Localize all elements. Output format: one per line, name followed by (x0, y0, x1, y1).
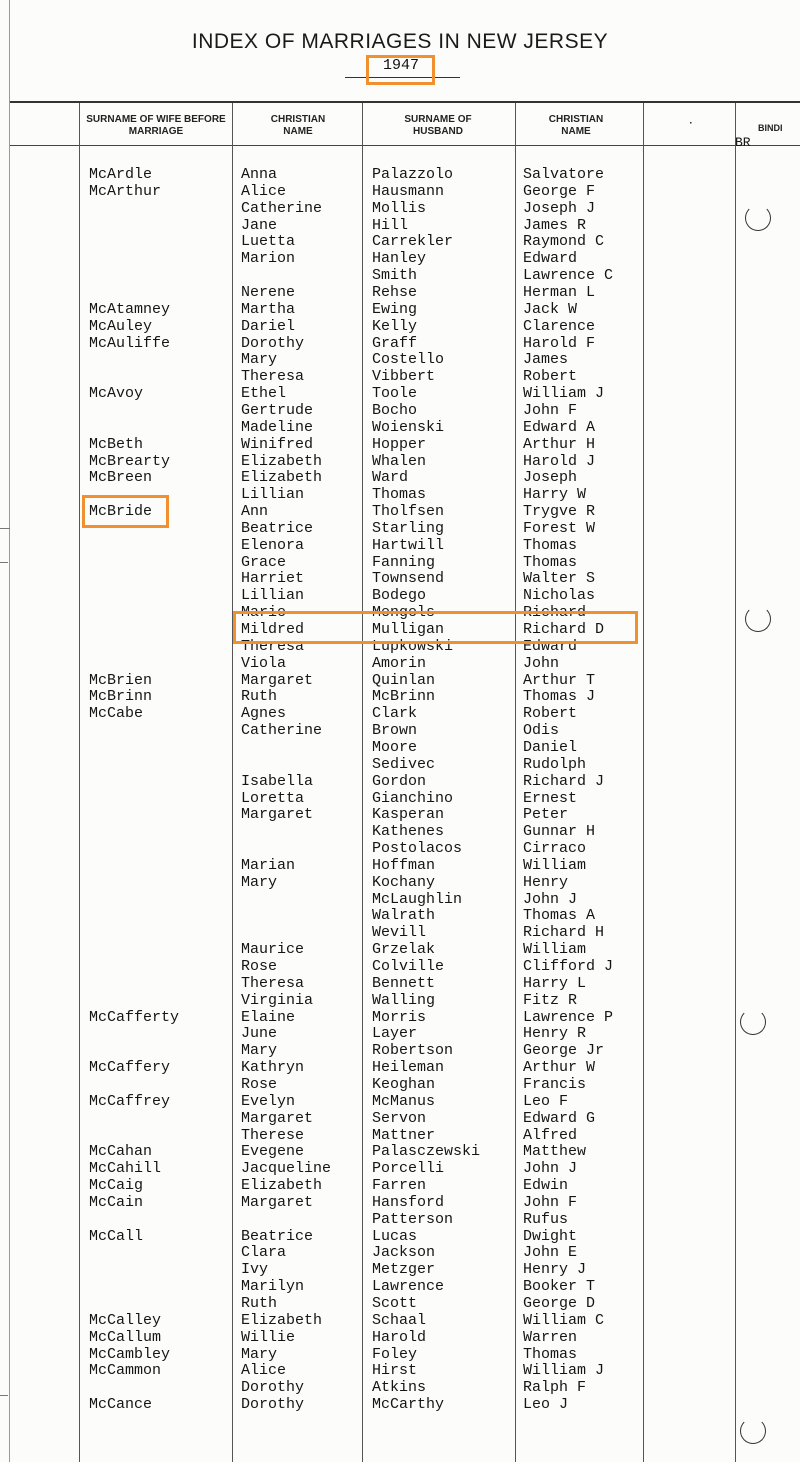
wife-surname-cell: McBreen (89, 469, 153, 487)
husband-christian-cell: Francis (523, 1075, 587, 1093)
husband-surname-cell: Lawrence (372, 1278, 445, 1296)
wife-surname-cell: McCallum (89, 1328, 162, 1346)
husband-surname-cell: Heileman (372, 1059, 445, 1077)
page-title: INDEX OF MARRIAGES IN NEW JERSEY (191, 30, 609, 53)
wife-christian-cell: Margaret (241, 1109, 314, 1127)
husband-christian-cell: John J (523, 890, 578, 908)
wife-surname-cell: McCahan (89, 1143, 153, 1161)
header-bottom-rule (10, 145, 800, 146)
wife-christian-cell: Therese (241, 1126, 305, 1144)
husband-christian-cell: William (523, 941, 587, 959)
husband-christian-cell: William J (523, 1362, 605, 1380)
husband-surname-cell: Wevill (372, 924, 427, 942)
husband-christian-cell: Harold J (523, 452, 596, 470)
wife-christian-cell: Viola (241, 654, 287, 672)
wife-christian-cell: Ethel (241, 385, 287, 403)
wife-christian-cell: Marian (241, 856, 296, 874)
wife-christian-cell: Marie (241, 604, 287, 622)
husband-christian-cell: Arthur T (523, 671, 596, 689)
wife-christian-cell: Mary (241, 351, 278, 369)
husband-surname-cell: Sedivec (372, 755, 436, 773)
column-divider-1 (232, 103, 233, 1462)
husband-surname-cell: Whalen (372, 452, 427, 470)
wife-surname-cell: McBrearty (89, 452, 171, 470)
husband-christian-cell: Arthur W (523, 1059, 596, 1077)
wife-christian-cell: Mary (241, 1042, 278, 1060)
wife-surname-cell: McBrinn (89, 688, 153, 706)
wife-christian-cell: Mary (241, 1345, 278, 1363)
wife-christian-cell: Lillian (241, 587, 305, 605)
wife-christian-cell: Harriet (241, 570, 305, 588)
husband-christian-cell: Salvatore (523, 166, 605, 183)
husband-surname-cell: Kochany (372, 873, 436, 891)
husband-surname-cell: Morris (372, 1008, 427, 1026)
wife-christian-cell: Loretta (241, 789, 305, 807)
husband-christian-cell: Leo J (523, 1396, 569, 1414)
wife-christian-cell: Gertrude (241, 401, 314, 419)
wife-christian-cell: Marilyn (241, 1278, 305, 1296)
year-highlight-box (366, 55, 435, 85)
wife-christian-cell: Theresa (241, 637, 305, 655)
husband-surname-cell: Mollis (372, 199, 427, 217)
husband-surname-cell: Servon (372, 1109, 427, 1127)
husband-christian-cell: Rudolph (523, 755, 587, 773)
wife-surname-cell: McBride (89, 503, 153, 520)
husband-surname-cell: Starling (372, 519, 445, 537)
husband-surname-cell: Patterson (372, 1210, 454, 1228)
husband-christian-cell: Thomas A (523, 907, 596, 925)
husband-surname-cell: Layer (372, 1025, 418, 1043)
column-divider-5 (735, 103, 736, 1462)
binder-ring-3 (740, 1009, 766, 1035)
husband-christian-cell: Robert (523, 705, 578, 723)
husband-christian-cell: Nicholas (523, 587, 596, 605)
year-label: 1947 (382, 57, 419, 74)
husband-surname-cell: Toole (372, 385, 418, 403)
husband-surname-cell: Walling (372, 991, 436, 1009)
husband-christian-cell: William (523, 856, 587, 874)
wife-christian-cell: Mary (241, 873, 278, 891)
husband-surname-cell: Rehse (372, 284, 418, 301)
wife-christian-cell: Margaret (241, 806, 314, 824)
husband-surname-cell: Metzger (372, 1261, 436, 1279)
husband-surname-cell: Thomas (372, 486, 427, 504)
wife-christian-cell: Evelyn (241, 1092, 296, 1110)
husband-surname-cell: Kathenes (372, 823, 445, 841)
wife-christian-cell: Elizabeth (241, 1311, 323, 1329)
husband-christian-cell: John E (523, 1244, 578, 1262)
husband-christian-cell: John F (523, 401, 578, 419)
wife-christian-cell: Ivy (241, 1261, 269, 1279)
wife-surname-cell: McCalley (89, 1311, 162, 1329)
wife-christian-cell: Catherine (241, 199, 323, 217)
husband-surname-cell: Farren (372, 1177, 427, 1194)
husband-christian-cell: Alfred (523, 1126, 578, 1144)
wife-surname-cell: McCahill (89, 1160, 162, 1178)
column-divider-4 (643, 103, 644, 1462)
wife-surname-cell: McCafferty (89, 1008, 180, 1026)
wife-christian-cell: Evegene (241, 1143, 305, 1161)
husband-christian-cell: Edward (523, 637, 578, 655)
husband-surname-cell: Bocho (372, 401, 418, 419)
wife-surname-cell: McCaffrey (89, 1092, 171, 1110)
husband-christian-cell: Walter S (523, 570, 596, 588)
husband-surname-cell: Colville (372, 958, 445, 975)
wife-christian-cell: Marion (241, 250, 296, 268)
husband-surname-cell: Fanning (372, 553, 436, 571)
husband-surname-cell: Grzelak (372, 941, 436, 959)
husband-surname-cell: Hill (372, 216, 409, 234)
husband-surname-cell: Hanley (372, 250, 427, 268)
husband-christian-cell: Clifford J (523, 958, 614, 975)
wife-christian-cell: Kathryn (241, 1059, 305, 1077)
husband-surname-cell: Hoffman (372, 856, 436, 874)
husband-christian-cell: John (523, 654, 560, 672)
husband-surname-cell: Bennett (372, 974, 436, 992)
husband-surname-cell: Schaal (372, 1311, 427, 1329)
wife-christian-cell: Rose (241, 1075, 278, 1093)
husband-christian-cell: Henry R (523, 1025, 587, 1043)
husband-surname-cell: McManus (372, 1092, 436, 1110)
husband-christian-cell: Daniel (523, 738, 578, 756)
husband-surname-cell: Palazzolo (372, 166, 454, 183)
wife-christian-cell: Alice (241, 1362, 287, 1380)
husband-surname-cell: Mengels (372, 604, 436, 622)
husband-surname-cell: Mattner (372, 1126, 436, 1144)
wife-christian-cell: Margaret (241, 1193, 314, 1211)
wife-christian-cell: Jacqueline (241, 1160, 332, 1178)
husband-surname-cell: Smith (372, 267, 418, 285)
husband-christian-cell: Richard (523, 604, 587, 622)
husband-christian-cell: George D (523, 1295, 596, 1312)
husband-surname-cell: Hansford (372, 1193, 445, 1211)
husband-surname-cell: Hopper (372, 435, 427, 453)
husband-christian-cell: Ernest (523, 789, 578, 807)
wife-surname-cell: McCaig (89, 1177, 144, 1194)
mildred-mulligan-highlight-box (233, 611, 638, 644)
wife-christian-cell: Luetta (241, 233, 296, 251)
wife-surname-cell: McAuliffe (89, 334, 171, 352)
husband-surname-cell: Kasperan (372, 806, 445, 824)
husband-surname-cell: McLaughlin (372, 890, 463, 908)
column-divider-3 (515, 103, 516, 1462)
margin-mark-2 (0, 562, 8, 563)
wife-surname-cell: McAuley (89, 317, 153, 335)
binder-ring-4 (740, 1418, 766, 1444)
wife-surname-cell: McCall (89, 1227, 144, 1245)
husband-christian-cell: Edward (523, 250, 578, 268)
husband-christian-cell: John J (523, 1160, 578, 1178)
husband-christian-cell: Peter (523, 806, 569, 824)
husband-surname-cell: Atkins (372, 1379, 427, 1397)
wife-surname-cell: McAvoy (89, 385, 144, 403)
husband-christian-cell: Arthur H (523, 435, 596, 453)
wife-christian-cell: June (241, 1025, 278, 1043)
husband-christian-cell: Jack W (523, 300, 578, 318)
husband-surname-cell: Amorin (372, 654, 427, 672)
husband-christian-cell: Robert (523, 368, 578, 386)
wife-christian-cell: Beatrice (241, 519, 314, 537)
husband-surname-cell: Postolacos (372, 840, 463, 857)
header-husband-christian: CHRISTIAN NAME (548, 114, 604, 137)
wife-christian-cell: Dariel (241, 317, 296, 335)
wife-christian-cell: Clara (241, 1244, 287, 1262)
husband-surname-cell: Moore (372, 738, 418, 756)
husband-christian-cell: Odis (523, 722, 560, 740)
husband-christian-cell: Cirraco (523, 840, 587, 857)
margin-mark-1 (0, 528, 10, 529)
husband-surname-cell: Brown (372, 722, 418, 740)
column-divider-left (79, 103, 80, 1462)
husband-surname-cell: Kelly (372, 317, 418, 335)
husband-christian-cell: Henry (523, 873, 569, 891)
wife-christian-cell: Winifred (241, 435, 314, 453)
husband-surname-cell: Foley (372, 1345, 418, 1363)
husband-christian-cell: Dwight (523, 1227, 578, 1245)
husband-christian-cell: Henry J (523, 1261, 587, 1279)
husband-surname-cell: Carrekler (372, 233, 454, 251)
husband-surname-cell: Palasczewski (372, 1143, 481, 1161)
margin-mark-3 (0, 1395, 8, 1396)
husband-surname-cell: McCarthy (372, 1396, 445, 1414)
husband-christian-cell: Gunnar H (523, 823, 596, 841)
husband-surname-cell: Harold (372, 1328, 427, 1346)
husband-christian-cell: Thomas (523, 1345, 578, 1363)
wife-christian-cell: Elenora (241, 536, 305, 554)
wife-christian-cell: Madeline (241, 418, 314, 436)
wife-christian-cell: Ruth (241, 688, 278, 706)
wife-surname-cell: McCain (89, 1193, 144, 1211)
header-top-rule (10, 101, 800, 103)
wife-christian-cell: Lillian (241, 486, 305, 504)
wife-christian-cell: Ruth (241, 1295, 278, 1312)
mcbride-highlight-box (82, 495, 169, 528)
wife-christian-cell: Nerene (241, 284, 296, 301)
husband-christian-cell: Fitz R (523, 991, 578, 1009)
husband-christian-cell: John F (523, 1193, 578, 1211)
wife-christian-cell: Martha (241, 300, 296, 318)
husband-christian-cell: Ralph F (523, 1379, 587, 1397)
wife-surname-cell: McCambley (89, 1345, 171, 1363)
husband-surname-cell: Robertson (372, 1042, 454, 1060)
husband-christian-cell: Booker T (523, 1278, 596, 1296)
husband-christian-cell: Edward A (523, 418, 596, 436)
wife-christian-cell: Margaret (241, 671, 314, 689)
wife-surname-cell: McCabe (89, 705, 144, 723)
wife-christian-cell: Alice (241, 182, 287, 200)
husband-christian-cell: Richard D (523, 621, 605, 638)
wife-christian-cell: Elizabeth (241, 452, 323, 470)
husband-surname-cell: Hausmann (372, 182, 445, 200)
wife-christian-cell: Catherine (241, 722, 323, 740)
husband-surname-cell: Woienski (372, 418, 445, 436)
husband-christian-cell: Lawrence P (523, 1008, 614, 1026)
husband-christian-cell: George F (523, 182, 596, 200)
husband-surname-cell: Gordon (372, 772, 427, 790)
husband-surname-cell: Quinlan (372, 671, 436, 689)
husband-christian-cell: Richard H (523, 924, 605, 942)
husband-surname-cell: Lucas (372, 1227, 418, 1245)
husband-surname-cell: Clark (372, 705, 418, 723)
husband-christian-cell: Joseph J (523, 199, 596, 217)
husband-christian-cell: Rufus (523, 1210, 569, 1228)
wife-christian-cell: Dorothy (241, 1379, 305, 1397)
husband-surname-cell: Jackson (372, 1244, 436, 1262)
header-binding-partial: BINDI (758, 123, 783, 133)
husband-christian-cell: Richard J (523, 772, 605, 790)
husband-christian-cell: Harry L (523, 974, 587, 992)
wife-christian-cell: Dorothy (241, 1396, 305, 1414)
wife-christian-cell: Grace (241, 553, 287, 571)
husband-christian-cell: George Jr (523, 1042, 605, 1060)
wife-surname-cell: McArthur (89, 182, 162, 200)
husband-christian-cell: Lawrence C (523, 267, 614, 285)
wife-surname-cell: McBrien (89, 671, 153, 689)
binder-ring-2 (745, 606, 771, 632)
husband-christian-cell: Trygve R (523, 503, 596, 520)
husband-surname-cell: Keoghan (372, 1075, 436, 1093)
husband-christian-cell: Thomas (523, 553, 578, 571)
wife-christian-cell: Elizabeth (241, 469, 323, 487)
header-dot: · (689, 118, 693, 129)
page-left-edge (9, 0, 10, 1462)
husband-surname-cell: Vibbert (372, 368, 436, 386)
wife-christian-cell: Elizabeth (241, 1177, 323, 1194)
wife-christian-cell: Isabella (241, 772, 314, 790)
wife-christian-cell: Mildred (241, 621, 305, 638)
wife-christian-cell: Theresa (241, 974, 305, 992)
husband-surname-cell: Gianchino (372, 789, 454, 807)
wife-christian-cell: Elaine (241, 1008, 296, 1026)
br-mark: BR (735, 135, 751, 150)
husband-christian-cell: Forest W (523, 519, 596, 537)
header-wife-christian: CHRISTIAN NAME (270, 114, 326, 137)
wife-christian-cell: Beatrice (241, 1227, 314, 1245)
husband-surname-cell: Hirst (372, 1362, 418, 1380)
husband-surname-cell: Walrath (372, 907, 436, 925)
husband-surname-cell: Mulligan (372, 621, 445, 638)
wife-christian-cell: Rose (241, 958, 278, 975)
wife-christian-cell: Jane (241, 216, 278, 234)
husband-christian-cell: Thomas J (523, 688, 596, 706)
husband-surname-cell: Ewing (372, 300, 418, 318)
husband-surname-cell: Bodego (372, 587, 427, 605)
husband-christian-cell: Edwin (523, 1177, 569, 1194)
wife-christian-cell: Maurice (241, 941, 305, 959)
wife-christian-cell: Dorothy (241, 334, 305, 352)
husband-christian-cell: William C (523, 1311, 605, 1329)
wife-christian-cell: Agnes (241, 705, 287, 723)
husband-christian-cell: Herman L (523, 284, 596, 301)
husband-christian-cell: Edward G (523, 1109, 596, 1127)
husband-surname-cell: Townsend (372, 570, 445, 588)
header-husband-surname: SURNAME OF HUSBAND (404, 114, 472, 137)
husband-surname-cell: Porcelli (372, 1160, 445, 1178)
wife-surname-cell: McCance (89, 1396, 153, 1414)
husband-christian-cell: Raymond C (523, 233, 605, 251)
husband-surname-cell: Scott (372, 1295, 418, 1312)
husband-christian-cell: Warren (523, 1328, 578, 1346)
husband-surname-cell: McBrinn (372, 688, 436, 706)
wife-surname-cell: McBeth (89, 435, 144, 453)
wife-surname-cell: McArdle (89, 166, 153, 183)
husband-surname-cell: Lupkowski (372, 637, 454, 655)
husband-surname-cell: Graff (372, 334, 418, 352)
husband-christian-cell: Harold F (523, 334, 596, 352)
husband-surname-cell: Costello (372, 351, 445, 369)
header-wife-surname: SURNAME OF WIFE BEFORE MARRIAGE (86, 114, 226, 137)
husband-christian-cell: Thomas (523, 536, 578, 554)
wife-surname-cell: McAtamney (89, 300, 171, 318)
husband-surname-cell: Hartwill (372, 536, 445, 554)
husband-christian-cell: James R (523, 216, 587, 234)
husband-christian-cell: Harry W (523, 486, 587, 504)
husband-surname-cell: Ward (372, 469, 409, 487)
wife-christian-cell: Willie (241, 1328, 296, 1346)
wife-christian-cell: Anna (241, 166, 278, 183)
wife-surname-cell: McCaffery (89, 1059, 171, 1077)
wife-christian-cell: Ann (241, 503, 269, 520)
wife-christian-cell: Virginia (241, 991, 314, 1009)
husband-christian-cell: William J (523, 385, 605, 403)
husband-christian-cell: Joseph (523, 469, 578, 487)
wife-christian-cell: Theresa (241, 368, 305, 386)
husband-christian-cell: Leo F (523, 1092, 569, 1110)
husband-christian-cell: Clarence (523, 317, 596, 335)
husband-christian-cell: James (523, 351, 569, 369)
wife-surname-cell: McCammon (89, 1362, 162, 1380)
husband-christian-cell: Matthew (523, 1143, 587, 1161)
column-divider-2 (362, 103, 363, 1462)
husband-surname-cell: Tholfsen (372, 503, 445, 520)
binder-ring-1 (745, 205, 771, 231)
